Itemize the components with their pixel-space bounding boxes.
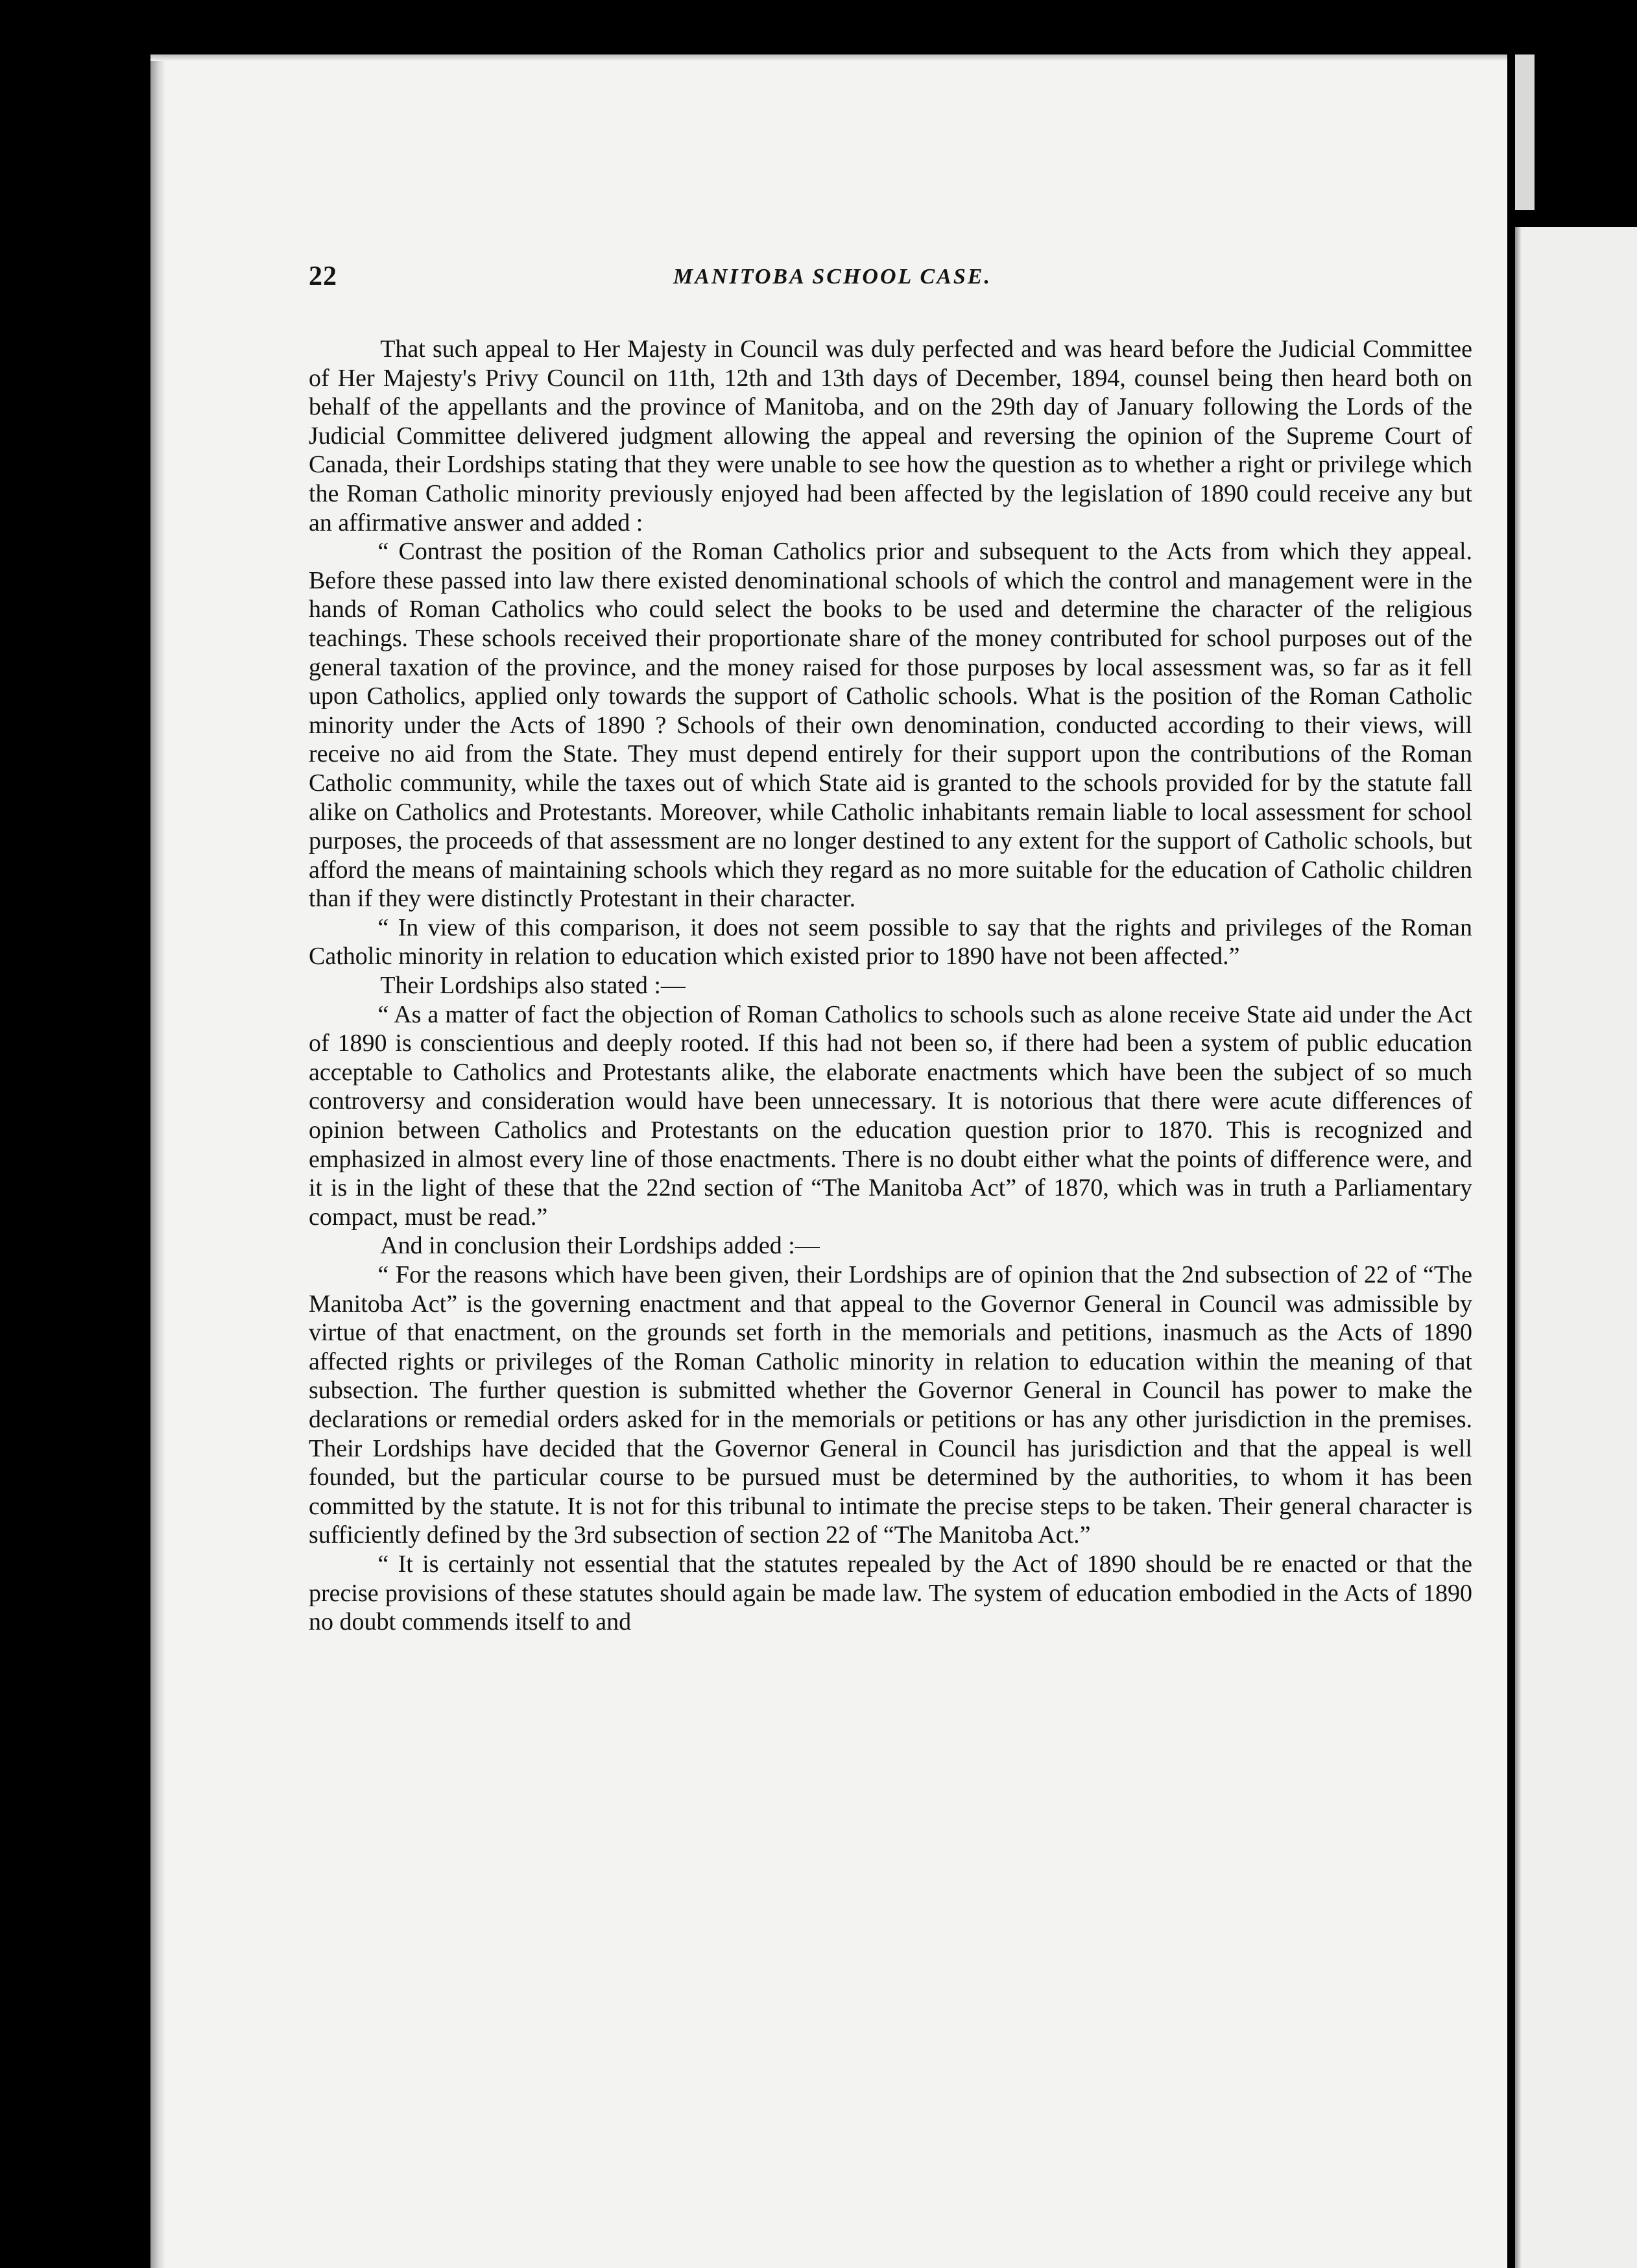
body-text	[309, 335, 1472, 1637]
paragraph: And in conclusion their Lordships added :—	[380, 1232, 820, 1260]
quoted-paragraph: “ For the reasons which have been given, their Lordships are of opinion that the 2nd subsection of 22 of “The Manitoba Act” is the governing enactment and that appeal to the Governor General in Council was admissible by virtue of that enactment, on the grounds set forth in the memorials and petitions, inasmuch as the Acts of 1890 affected rights or privileges of the Roman Catholic minority in relation to education within the meaning of that subsection. The further question is submitted whether the Governor General in Council has power to make the declarations or remedial orders asked for in the memorials or petitions or has any other jurisdiction in the premises. Their Lordships have decided that the Governor General in Council has jurisdiction and that the appeal is well founded, but the particular course to be pursued must be determined by the authorities, to whom it has been committed by the statute. It is not for this tribunal to intimate the precise steps to be taken. Their general character is sufficiently defined by the 3rd subsection of section 22 of “The Manitoba Act.”	[309, 1261, 1472, 1549]
page-header	[150, 261, 1507, 300]
quoted-paragraph: “ In view of this comparison, it does not seem possible to say that the rights and privileges of the Roman Catholic minority in relation to education which existed prior to 1890 have not been affected.”	[309, 913, 1472, 971]
page-top-shadow	[150, 54, 1507, 61]
document-page	[150, 54, 1507, 2268]
page-binding-shadow	[150, 54, 165, 2268]
quoted-paragraph: “ Contrast the position of the Roman Catholics prior and subsequent to the Acts from which they appeal. Before these passed into law there existed denominational schools of which the control and management were in the hands of Roman Catholics who could select the books to be used and determine the character of the religious teachings. These schools received their proportionate share of the money contributed for school purposes out of the general taxation of the province, and the money raised for those purposes by local assessment was, so far as it fell upon Catholics, applied only towards the support of Catholic schools. What is the position of the Roman Catholic minority under the Acts of 1890 ? Schools of their own denomination, conducted according to their views, will receive no aid from the State. They must depend entirely for their support upon the contributions of the Roman Catholic community, while the taxes out of which State aid is granted to the schools provided for by the statute fall alike on Catholics and Protestants. Moreover, while Catholic inhabitants remain liable to local assessment for school purposes, the proceeds of that assessment are no longer destined to any extent for the support of Catholic schools, but afford the means of maintaining schools which they regard as no more suitable for the education of Catholic children than if they were distinctly Protestant in their character.	[309, 538, 1472, 913]
facing-page-edge	[1515, 227, 1637, 2268]
quoted-paragraph: “ As a matter of fact the objection of Roman Catholics to schools such as alone receive State aid under the Act of 1890 is conscientious and deeply rooted. If this had not been so, if there had been a system of public education acceptable to Catholics and Protestants alike, the elaborate enactments which have been the subject of so much controversy and consideration would have been unnecessary. It is notorious that there were acute differences of opinion between Catholics and Protestants on the education question prior to 1870. This is recognized and emphasized in almost every line of those enactments. There is no doubt either what the points of difference were, and it is in the light of these that the 22nd section of “The Manitoba Act” of 1870, which was in truth a Parliamentary compact, must be read.”	[309, 1000, 1472, 1231]
quoted-paragraph: “ It is certainly not essential that the statutes repealed by the Act of 1890 should be re enacted or that the precise provisions of these statutes should again be made law. The system of education embodied in the Acts of 1890 no doubt commends itself to and	[309, 1550, 1472, 1636]
facing-page-shadow	[1515, 227, 1522, 2268]
page-number: 22	[309, 261, 337, 291]
running-title: MANITOBA SCHOOL CASE.	[673, 265, 992, 289]
paragraph: That such appeal to Her Majesty in Council was duly perfected and was heard before the Judicial Committee of Her Majesty's Privy Council on 11th, 12th and 13th days of December, 1894, counsel being then heard both on behalf of the appellants and the province of Manitoba, and on the 29th day of January following the Lords of the Judicial Committee delivered judgment allowing the appeal and reversing the opinion of the Supreme Court of Canada, their Lordships stating that they were unable to see how the question as to whether a right or privilege which the Roman Catholic minority previously enjoyed had been affected by the legislation of 1890 could receive any but an affirmative answer and added :	[309, 335, 1472, 537]
page-tab-strip	[1515, 54, 1535, 210]
paragraph: Their Lordships also stated :—	[380, 972, 686, 1000]
